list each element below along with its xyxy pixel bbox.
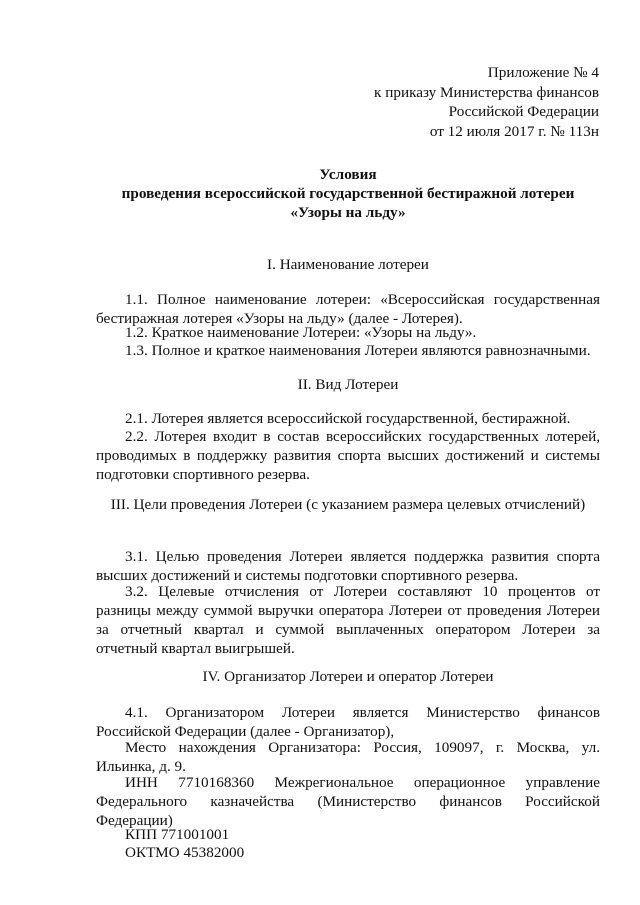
paragraph-3-2: 3.2. Целевые отчисления от Лотереи составляют 10 процентов от разницы между суммой выручки оператора Лотереи от проведения Лотереи за отчетный квартал и суммой выплаченных оператором Лотереи за отчетный квартал выигрышей. <box>96 583 600 657</box>
section-2-heading: II. Вид Лотереи <box>297 376 399 393</box>
appendix-header <box>374 63 599 141</box>
paragraph-4-kpp: КПП 771001001 <box>125 826 230 843</box>
paragraph-4-location: Место нахождения Организатора: Россия, 109097, г. Москва, ул. Ильинка, д. 9. <box>96 739 600 775</box>
appendix-line-order: к приказу Министерства финансов <box>374 83 599 101</box>
paragraph-3-1: 3.1. Целью проведения Лотереи является поддержка развития спорта высших достижений и системы подготовки спортивного резерва. <box>96 548 600 584</box>
paragraph-2-2: 2.2. Лотерея входит в состав всероссийских государственных лотерей, проводимых в поддержку развития спорта высших достижений и системы подготовки спортивного резерва. <box>96 428 600 483</box>
paragraph-4-inn: ИНН 7710168360 Межрегиональное операционное управление Федерального казначейства (Министерство финансов Российской Федерации) <box>96 774 600 829</box>
paragraph-2-1: 2.1. Лотерея является всероссийской государственной, бестиражной. <box>125 410 571 427</box>
section-4-heading: IV. Организатор Лотереи и оператор Лотереи <box>202 668 494 685</box>
paragraph-4-oktmo: ОКТМО 45382000 <box>125 844 245 861</box>
paragraph-1-3: 1.3. Полное и краткое наименования Лотереи являются равнозначными. <box>125 342 591 359</box>
title-line-2: проведения всероссийской государственной бестиражной лотереи <box>121 185 575 202</box>
title-line-3: «Узоры на льду» <box>290 204 406 221</box>
section-1-heading: I. Наименование лотереи <box>267 256 429 273</box>
appendix-line-number: Приложение № 4 <box>487 64 599 81</box>
appendix-line-date: от 12 июля 2017 г. № 113н <box>429 122 599 140</box>
document-title <box>96 165 600 222</box>
title-line-1: Условия <box>319 166 377 183</box>
paragraph-1-1: 1.1. Полное наименование лотереи: «Всероссийская государственная бестиражная лотерея «Узоры на льду» (далее - Лотерея). <box>96 291 600 327</box>
paragraph-4-1: 4.1. Организатором Лотереи является Министерство финансов Российской Федерации (далее - Организатор), <box>96 704 600 740</box>
paragraph-1-2: 1.2. Краткое наименование Лотереи: «Узоры на льду». <box>125 324 477 341</box>
section-3-heading: III. Цели проведения Лотереи (с указанием размера целевых отчислений) <box>110 496 586 513</box>
appendix-line-country: Российской Федерации <box>448 103 599 120</box>
